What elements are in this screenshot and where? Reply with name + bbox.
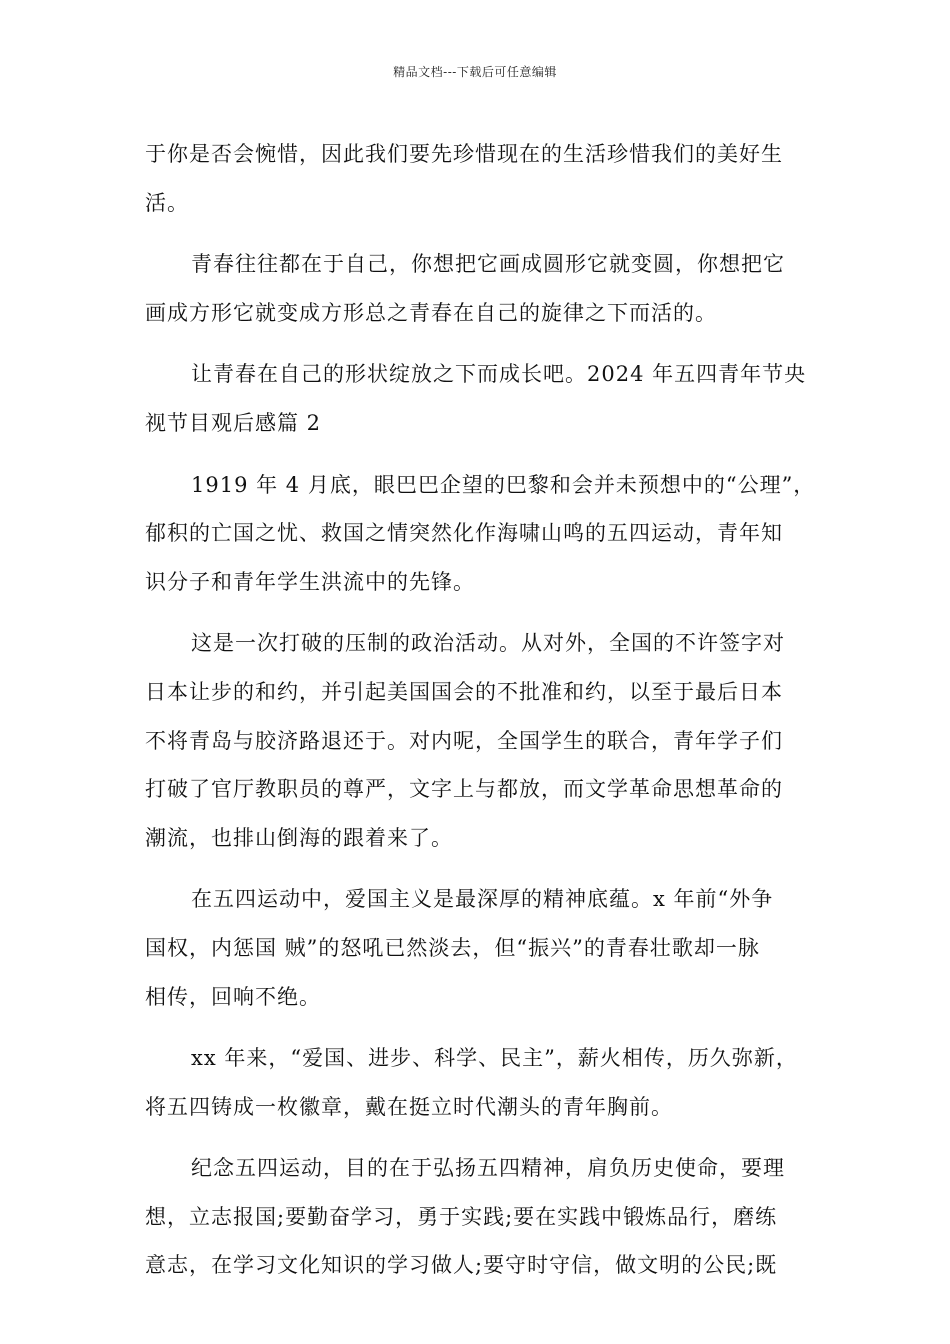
- text-line: 将五四铸成一枚徽章，戴在挺立时代潮头的青年胸前。: [145, 1094, 673, 1119]
- text-line: xx 年来，“爱国、进步、科学、民主”，薪火相传，历久弥新，: [191, 1046, 798, 1071]
- text-line: 日本让步的和约，并引起美国国会的不批准和约，以至于最后日本: [145, 679, 783, 704]
- paragraph-3: [145, 350, 810, 447]
- text-line: 活。: [145, 190, 189, 215]
- document-body: [145, 130, 816, 1303]
- paragraph-1: [145, 130, 810, 227]
- paragraph-2: [145, 240, 810, 337]
- text-line: 不将青岛与胶济路退还于。对内呢，全国学生的联合，青年学子们: [145, 728, 783, 753]
- text-line: 潮流，也排山倒海的跟着来了。: [145, 825, 453, 850]
- text-line: 想，立志报国;要勤奋学习，勇于实践;要在实践中锻炼品行，磨练: [145, 1204, 778, 1229]
- text-line: 1919 年 4 月底，眼巴巴企望的巴黎和会并未预想中的“公理”，: [191, 472, 816, 497]
- text-line: 打破了官厅教职员的尊严，文字上与都放，而文学革命思想革命的: [145, 777, 783, 802]
- text-line: 这是一次打破的压制的政治活动。从对外，全国的不许签字对: [191, 631, 785, 656]
- paragraph-6: [145, 875, 810, 1021]
- text-line: 让青春在自己的形状绽放之下而成长吧。2024 年五四青年节央: [191, 362, 807, 387]
- text-line: 纪念五四运动，目的在于弘扬五四精神，肩负历史使命，要理: [191, 1156, 785, 1181]
- page-header: 精品文档---下载后可任意编辑: [393, 65, 557, 79]
- text-line: 青春往往都在于自己，你想把它画成圆形它就变圆，你想把它: [191, 252, 785, 277]
- text-line: 国权，内惩国 贼”的怒吼已然淡去，但“振兴”的青春壮歌却一脉: [145, 935, 760, 960]
- text-line: 画成方形它就变成方形总之青春在自己的旋律之下而活的。: [145, 300, 717, 325]
- paragraph-4: [145, 461, 816, 607]
- text-line: 郁积的亡国之忧、救国之情突然化作海啸山鸣的五四运动，青年知: [145, 521, 783, 546]
- text-line: 识分子和青年学生洪流中的先锋。: [145, 569, 475, 594]
- paragraph-5: [145, 619, 810, 862]
- text-line: 视节目观后感篇 2: [145, 410, 322, 435]
- text-line: 意志，在学习文化知识的学习做人;要守时守信，做文明的公民;既: [145, 1253, 778, 1278]
- text-line: 相传，回响不绝。: [145, 984, 321, 1009]
- text-line: 在五四运动中，爱国主义是最深厚的精神底蕴。x 年前“外争: [191, 887, 774, 912]
- paragraph-8: [145, 1144, 810, 1290]
- paragraph-7: [145, 1034, 810, 1131]
- text-line: 于你是否会惋惜，因此我们要先珍惜现在的生活珍惜我们的美好生: [145, 142, 783, 166]
